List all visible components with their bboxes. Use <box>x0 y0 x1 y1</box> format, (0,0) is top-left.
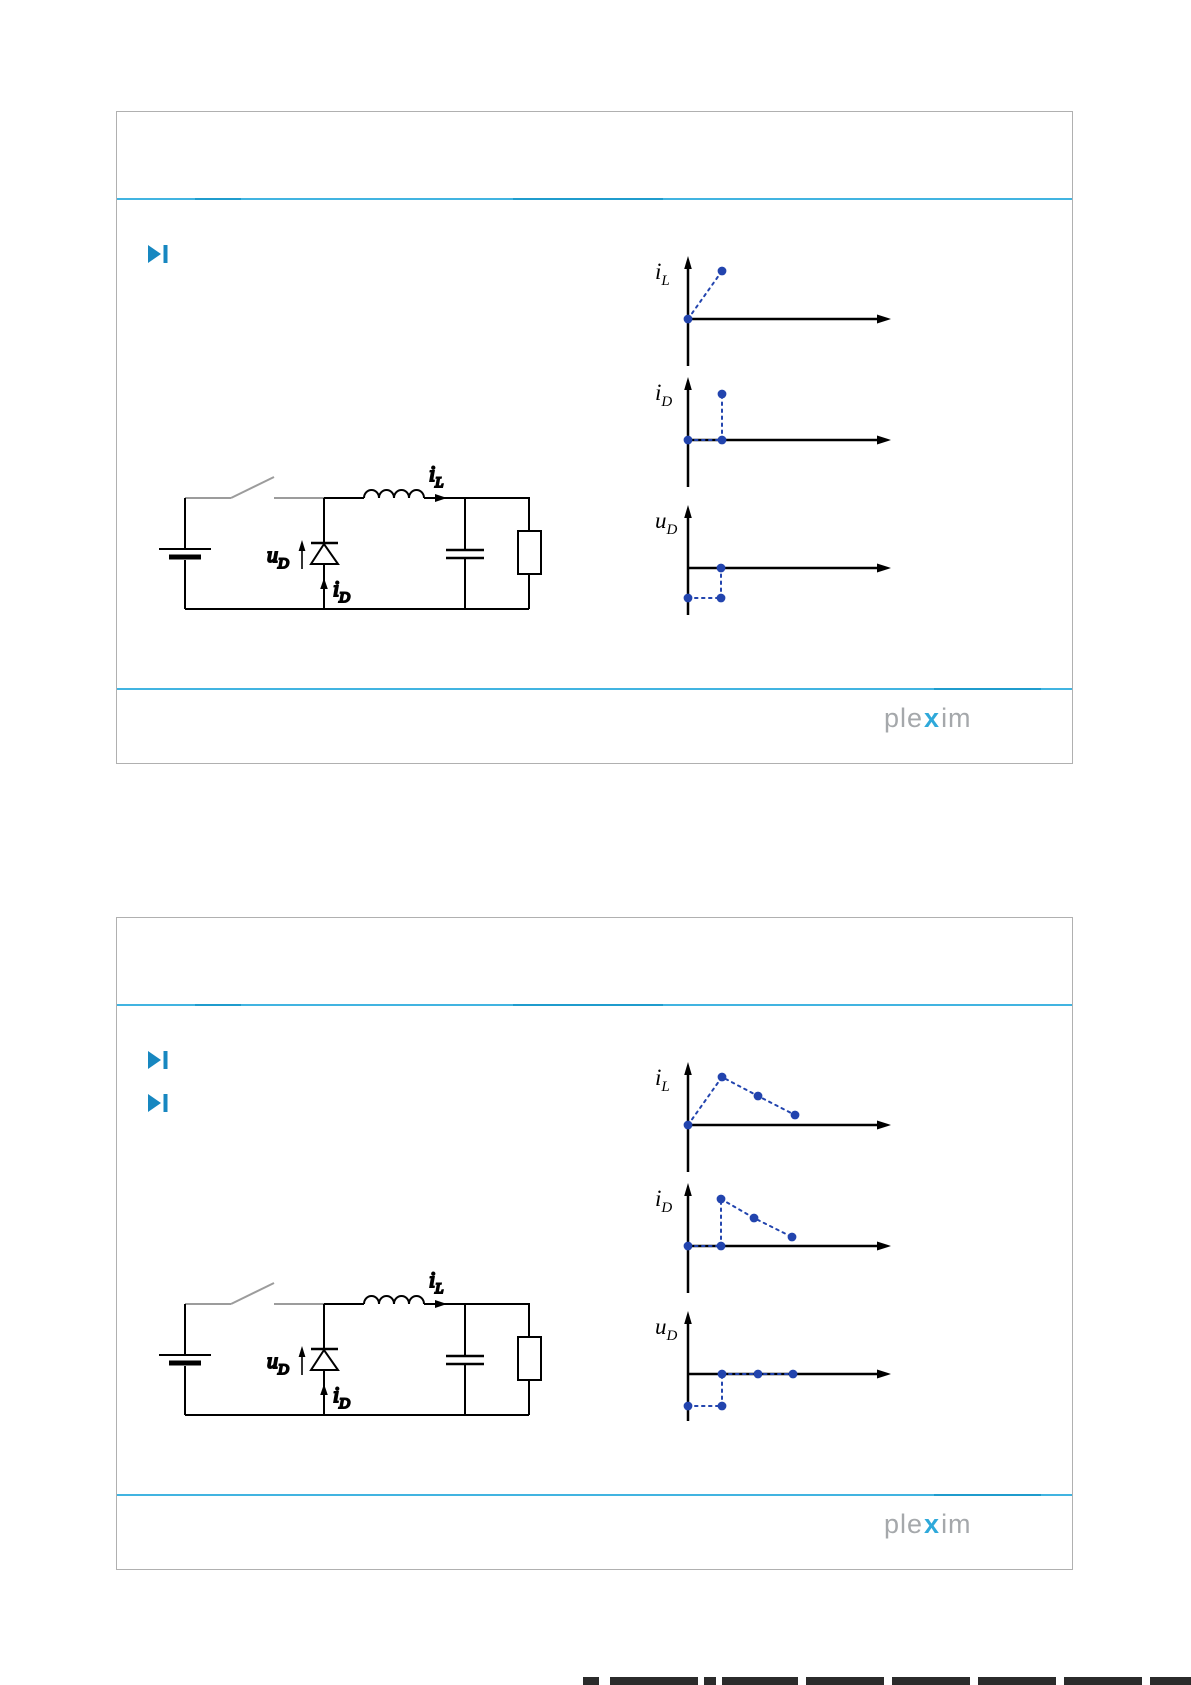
bottom-strip-segment <box>1064 1677 1142 1685</box>
axis-x-arrow <box>877 315 891 324</box>
diode-current-label: $i_D$ <box>333 576 350 606</box>
data-point <box>750 1214 759 1223</box>
logo-x: x <box>924 703 941 733</box>
data-point <box>717 1195 726 1204</box>
bottom-strip-segment <box>806 1677 884 1685</box>
data-point <box>684 594 693 603</box>
data-point <box>754 1370 763 1379</box>
waveform-plot-uD <box>655 505 891 615</box>
diode-current-arrow <box>320 578 328 589</box>
wires <box>185 498 529 609</box>
diode-voltage-label: $u_D$ <box>267 1348 289 1378</box>
data-point <box>718 1370 727 1379</box>
plexim-logo <box>884 1508 972 1540</box>
axis-x-arrow <box>877 1242 891 1251</box>
waveform-plot-iL <box>655 256 891 366</box>
data-point <box>791 1111 800 1120</box>
axis-y-arrow <box>684 1311 692 1324</box>
diode-voltage-arrow <box>299 540 306 551</box>
data-point <box>717 594 726 603</box>
bottom-strip-segment <box>1150 1677 1191 1685</box>
axis-x-arrow <box>877 564 891 573</box>
diode-symbol <box>311 544 338 564</box>
slide-canvas <box>117 112 1072 763</box>
data-point <box>718 267 727 276</box>
logo-text: im <box>941 1509 972 1539</box>
data-point <box>718 1402 727 1411</box>
slide-1 <box>116 111 1073 764</box>
skip-bullet <box>148 1094 168 1112</box>
data-point <box>718 436 727 445</box>
plexim-logo <box>884 702 972 734</box>
footer-separator-line <box>117 688 1072 690</box>
plot-label: $u_D$ <box>655 508 678 538</box>
capacitor-symbol <box>446 550 484 558</box>
diode-voltage-arrow <box>299 1346 306 1357</box>
data-point <box>718 390 727 399</box>
resistor-symbol <box>518 1337 541 1380</box>
inductor-symbol <box>364 490 424 498</box>
waveform-plot-uD <box>655 1311 891 1421</box>
data-point <box>789 1370 798 1379</box>
axis-y-arrow <box>684 1183 692 1196</box>
data-point <box>684 436 693 445</box>
data-point <box>718 1073 727 1082</box>
diode-voltage-label: $u_D$ <box>267 542 289 572</box>
plot-label: $i_D$ <box>655 380 673 410</box>
logo-x: x <box>924 1509 941 1539</box>
footer-separator-line <box>117 1494 1072 1496</box>
wires <box>185 1304 529 1415</box>
axis-y-arrow <box>684 1062 692 1075</box>
waveform-plot-iD <box>655 1183 891 1293</box>
capacitor-symbol <box>446 1356 484 1364</box>
data-point <box>717 564 726 573</box>
circuit-diagram <box>159 461 541 609</box>
plot-label: $i_D$ <box>655 1186 673 1216</box>
logo-text: ple <box>884 1509 924 1539</box>
plot-label: $i_L$ <box>655 1065 670 1095</box>
dotted-line <box>688 271 722 319</box>
diode-current-label: $i_D$ <box>333 1382 350 1412</box>
data-point <box>684 1402 693 1411</box>
bottom-strip-segment <box>892 1677 970 1685</box>
skip-icon <box>148 1051 168 1069</box>
logo-text: im <box>941 703 972 733</box>
inductor-symbol <box>364 1296 424 1304</box>
waveform-plot-iD <box>655 377 891 487</box>
data-point <box>684 1242 693 1251</box>
axis-y-arrow <box>684 377 692 390</box>
skip-icon <box>148 245 168 263</box>
bottom-strip-segment <box>978 1677 1056 1685</box>
plot-label: $u_D$ <box>655 1314 678 1344</box>
axis-y-arrow <box>684 505 692 518</box>
switch-blade <box>231 1283 274 1304</box>
axis-x-arrow <box>877 436 891 445</box>
bottom-strip-segment <box>722 1677 798 1685</box>
inductor-current-arrow <box>435 1300 447 1308</box>
diode-current-arrow <box>320 1384 328 1395</box>
bottom-strip-segment <box>583 1677 599 1685</box>
dotted-line <box>688 1077 795 1125</box>
slide-canvas <box>117 918 1072 1569</box>
data-point <box>684 315 693 324</box>
skip-bullet <box>148 245 168 263</box>
waveform-plot-iL <box>655 1062 891 1172</box>
bottom-strip-segment <box>610 1677 698 1685</box>
plot-label: $i_L$ <box>655 259 670 289</box>
inductor-current-label: $i_L$ <box>429 461 444 491</box>
inductor-current-arrow <box>435 494 447 502</box>
bottom-strip-segment <box>704 1677 716 1685</box>
axis-y-arrow <box>684 256 692 269</box>
slide-2 <box>116 917 1073 1570</box>
diode-symbol <box>311 1350 338 1370</box>
data-point <box>684 1121 693 1130</box>
skip-icon <box>148 1094 168 1112</box>
data-point <box>788 1233 797 1242</box>
inductor-current-label: $i_L$ <box>429 1267 444 1297</box>
data-point <box>717 1242 726 1251</box>
switch-blade <box>231 477 274 498</box>
data-point <box>754 1092 763 1101</box>
skip-bullet <box>148 1051 168 1069</box>
circuit-diagram <box>159 1267 541 1415</box>
logo-text: ple <box>884 703 924 733</box>
axis-x-arrow <box>877 1370 891 1379</box>
axis-x-arrow <box>877 1121 891 1130</box>
resistor-symbol <box>518 531 541 574</box>
